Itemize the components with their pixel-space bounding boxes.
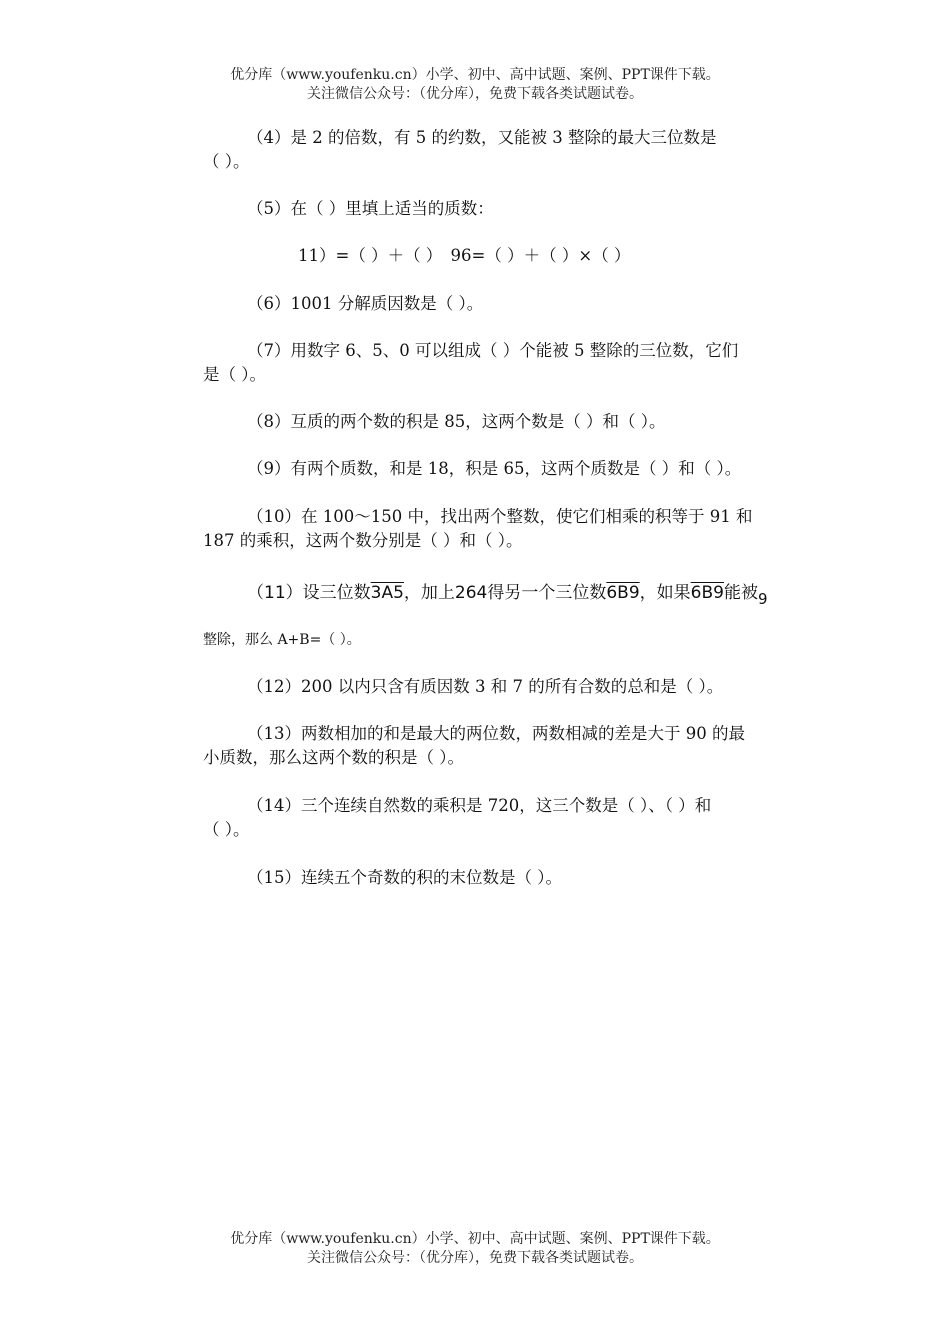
footer-line-2: 关注微信公众号：（优分库），免费下载各类试题试卷。	[307, 1250, 643, 1266]
question-7	[203, 339, 813, 387]
question-10-line-2: 187 的乘积，这两个数分别是（ ）和（ ）。	[203, 531, 523, 550]
question-14	[203, 794, 813, 842]
number-3a5: 3A5	[370, 583, 404, 603]
question-6: （6）1001 分解质因数是（ ）。	[247, 294, 484, 313]
question-11-text-c: ，如果	[639, 583, 691, 603]
header-line-1: 优分库（www.youfenku.cn）小学、初中、高中试题、案例、PPT课件下载。	[230, 67, 720, 83]
question-11-text-d: 能被	[723, 583, 758, 603]
question-5-equations: 11）=（ ）＋（ ） 96=（ ）＋（ ）×（ ）	[298, 246, 631, 265]
number-6b9: 6B9	[606, 583, 640, 603]
question-11-line-1	[203, 581, 857, 608]
question-11-line-2: 整除，那么 A+B=（ ）。	[203, 632, 361, 648]
page-header	[0, 66, 950, 104]
number-6b9-repeat: 6B9	[690, 583, 724, 603]
question-4	[203, 126, 813, 174]
question-14-line-1: （14）三个连续自然数的乘积是 720，这三个数是（ ）、（ ）和	[247, 796, 712, 815]
question-11-text-b: ，加上264得另一个三位数	[403, 583, 607, 603]
question-13-line-1: （13）两数相加的和是最大的两位数，两数相减的差是大于 90 的最	[247, 724, 745, 743]
question-13	[203, 722, 813, 770]
question-11-text-a: （11）设三位数	[247, 583, 371, 603]
question-4-line-1: （4）是 2 的倍数，有 5 的约数，又能被 3 整除的最大三位数是	[247, 128, 717, 147]
question-14-line-2: （ ）。	[203, 820, 250, 839]
question-8: （8）互质的两个数的积是 85，这两个数是（ ）和（ ）。	[247, 412, 666, 431]
question-9: （9）有两个质数，和是 18，积是 65，这两个质数是（ ）和（ ）。	[247, 459, 742, 478]
question-7-line-2: 是（ ）。	[203, 365, 266, 384]
page-footer	[0, 1230, 950, 1268]
question-13-line-2: 小质数，那么这两个数的积是（ ）。	[203, 748, 464, 767]
header-line-2: 关注微信公众号：（优分库），免费下载各类试题试卷。	[307, 86, 643, 102]
question-4-line-2: （ ）。	[203, 152, 250, 171]
question-12: （12）200 以内只含有质因数 3 和 7 的所有合数的总和是（ ）。	[247, 677, 724, 696]
question-15: （15）连续五个奇数的积的末位数是（ ）。	[247, 868, 562, 887]
footer-line-1: 优分库（www.youfenku.cn）小学、初中、高中试题、案例、PPT课件下载。	[230, 1231, 720, 1247]
question-10	[203, 505, 813, 553]
question-10-line-1: （10）在 100～150 中，找出两个整数，使它们相乘的积等于 91 和	[247, 507, 753, 526]
question-5: （5）在（ ）里填上适当的质数：	[247, 199, 494, 218]
question-7-line-1: （7）用数字 6、5、0 可以组成（ ）个能被 5 整除的三位数，它们	[247, 341, 739, 360]
divisor-nine: 9	[757, 590, 768, 608]
